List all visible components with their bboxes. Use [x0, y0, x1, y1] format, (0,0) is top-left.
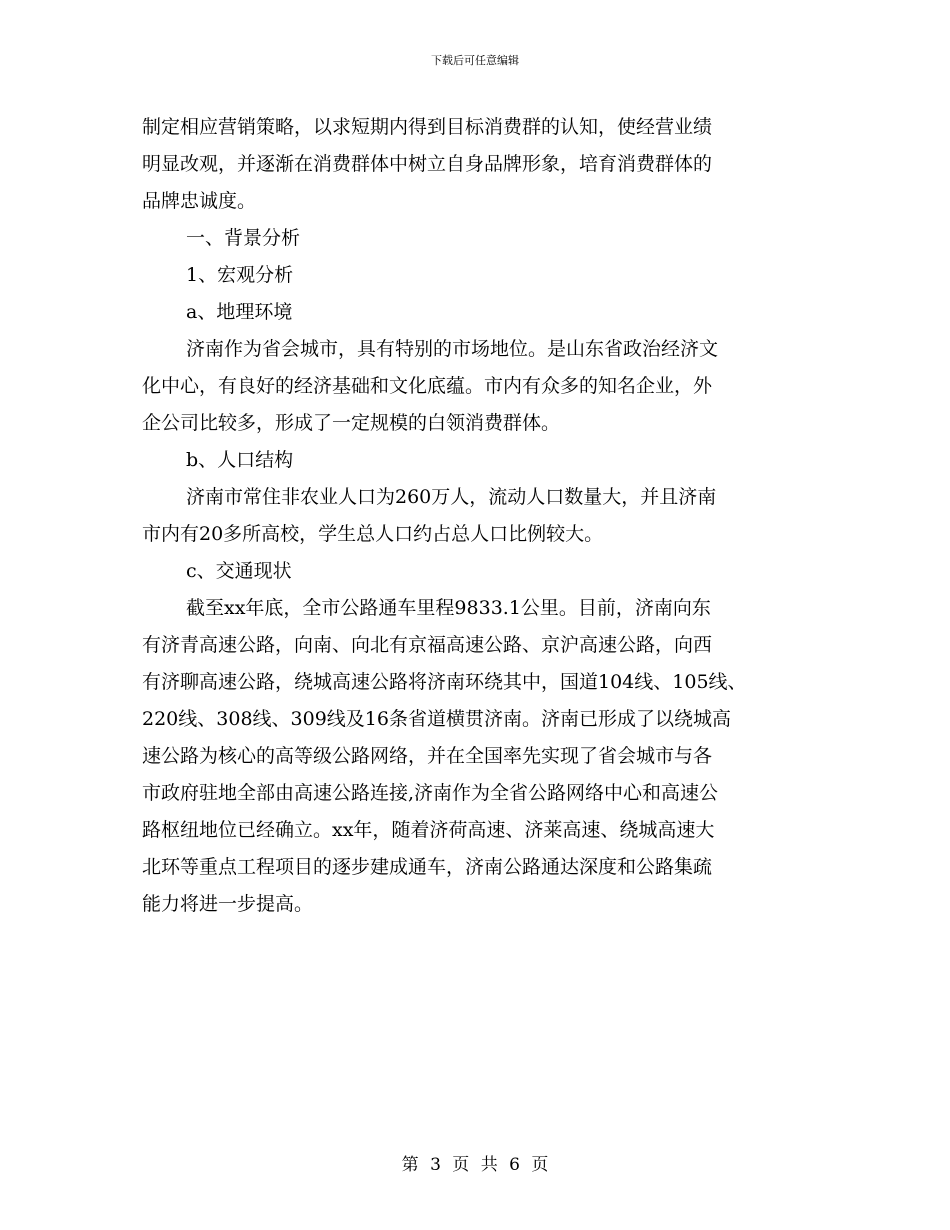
- body-line: 济南市常住非农业人口为260万人，流动人口数量大，并且济南: [186, 486, 717, 508]
- body-line: 速公路为核心的高等级公路网络，并在全国率先实现了省会城市与各: [142, 745, 713, 767]
- body-line: 品牌忠诚度。: [142, 190, 257, 212]
- page-header: 下载后可任意编辑: [431, 54, 519, 67]
- body-line: 企公司比较多，形成了一定规模的白领消费群体。: [142, 412, 561, 434]
- body-line: 220线、308线、309线及16条省道横贯济南。济南已形成了以绕城高: [142, 708, 731, 730]
- body-line: 有济青高速公路，向南、向北有京福高速公路、京沪高速公路，向西: [142, 634, 713, 656]
- body-line: 北环等重点工程项目的逐步建成通车，济南公路通达深度和公路集疏: [142, 856, 713, 878]
- subsection-heading: a、地理环境: [186, 301, 293, 323]
- body-line: 截至xx年底，全市公路通车里程9833.1公里。目前，济南向东: [186, 597, 711, 619]
- body-line: 明显改观，并逐渐在消费群体中树立自身品牌形象，培育消费群体的: [142, 153, 713, 175]
- document-body: [142, 109, 832, 923]
- section-heading: 一、背景分析: [186, 227, 301, 249]
- body-line: 路枢纽地位已经确立。xx年，随着济荷高速、济莱高速、绕城高速大: [142, 819, 715, 841]
- body-line: 有济聊高速公路，绕城高速公路将济南环绕其中，国道104线、105线、: [142, 671, 747, 693]
- body-line: 能力将进一步提高。: [142, 893, 314, 915]
- subsection-heading: c、交通现状: [186, 560, 292, 582]
- body-line: 市政府驻地全部由高速公路连接,济南作为全省公路网络中心和高速公: [142, 782, 719, 804]
- body-line: 化中心，有良好的经济基础和文化底蕴。市内有众多的知名企业，外: [142, 375, 713, 397]
- subsection-heading: 1、宏观分析: [186, 264, 294, 286]
- page-number: 第 3 页 共 6 页: [401, 1155, 549, 1175]
- body-line: 济南作为省会城市，具有特别的市场地位。是山东省政治经济文: [186, 338, 719, 360]
- body-line: 市内有20多所高校，学生总人口约占总人口比例较大。: [142, 523, 604, 545]
- body-line: 制定相应营销策略，以求短期内得到目标消费群的认知，使经营业绩: [142, 116, 713, 138]
- subsection-heading: b、人口结构: [186, 449, 294, 471]
